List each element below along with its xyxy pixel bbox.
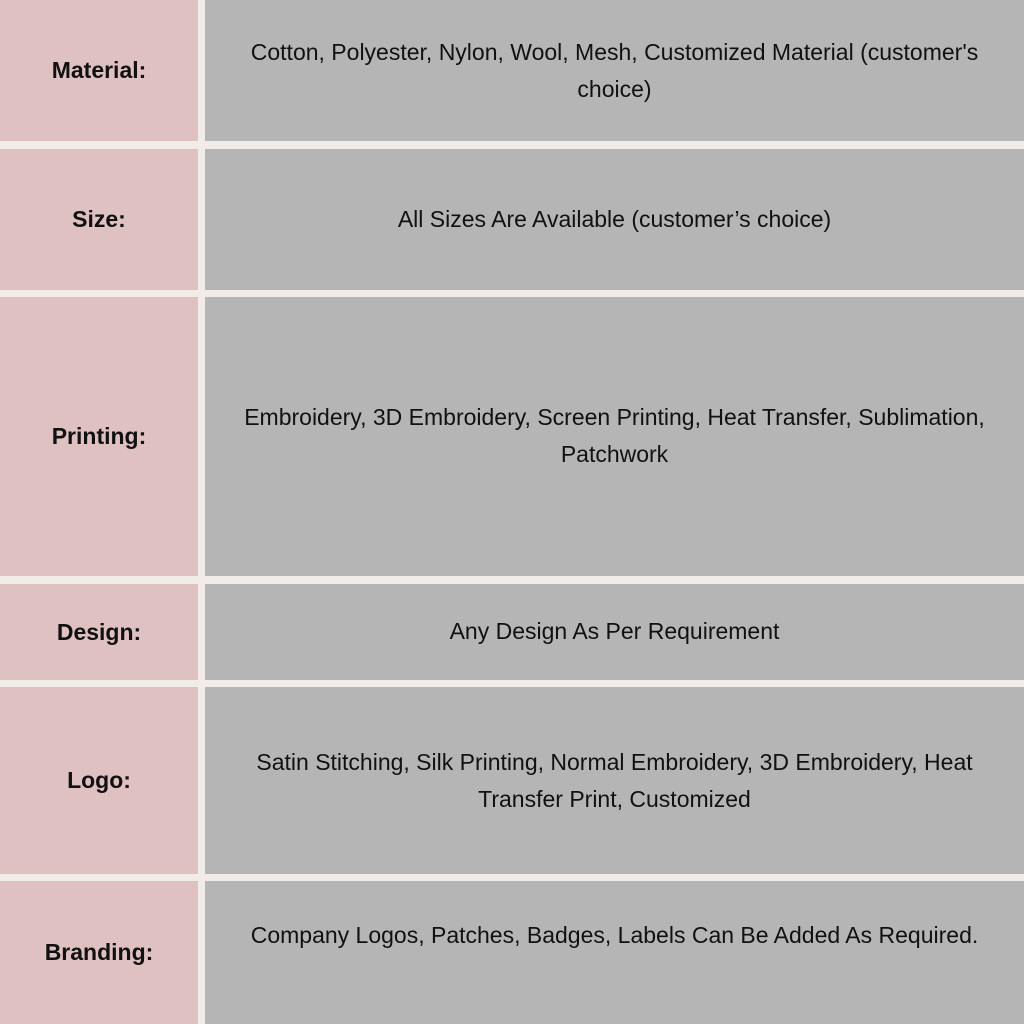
table-row-printing [0, 297, 1024, 576]
row-value-material: Cotton, Polyester, Nylon, Wool, Mesh, Customized Material (customer's choice) [250, 39, 979, 102]
row-label-material: Material: [0, 0, 198, 141]
row-value-size: All Sizes Are Available (customer’s choice) [397, 206, 832, 232]
table-row-logo [0, 687, 1024, 874]
row-label-branding: Branding: [0, 881, 198, 1024]
row-label-size: Size: [0, 149, 198, 290]
row-value-printing-cell [205, 297, 1024, 576]
row-value-design-cell [205, 584, 1024, 680]
row-value-size-cell [205, 149, 1024, 290]
table-row-size [0, 149, 1024, 290]
row-value-printing: Embroidery, 3D Embroidery, Screen Printing, Heat Transfer, Sublimation, Patchwork [244, 404, 985, 467]
row-label-design: Design: [0, 584, 198, 680]
row-value-branding-cell [205, 881, 1024, 1024]
row-value-logo: Satin Stitching, Silk Printing, Normal Embroidery, 3D Embroidery, Heat Transfer Print, Customized [256, 749, 973, 812]
table-row-material [0, 0, 1024, 141]
table-row-design [0, 584, 1024, 680]
row-value-branding: Company Logos, Patches, Badges, Labels Can Be Added As Required. [250, 922, 979, 948]
table-row-branding [0, 881, 1024, 1024]
row-label-logo: Logo: [0, 687, 198, 874]
row-value-design: Any Design As Per Requirement [449, 618, 780, 644]
row-label-printing: Printing: [0, 297, 198, 576]
row-value-logo-cell [205, 687, 1024, 874]
row-value-material-cell [205, 0, 1024, 141]
